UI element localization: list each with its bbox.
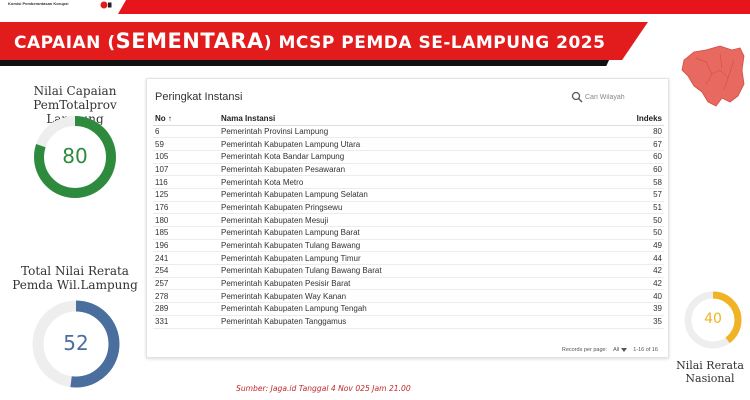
row-index: 67 xyxy=(599,138,664,151)
gauge-prov-value: 80 xyxy=(62,144,88,168)
row-index: 42 xyxy=(599,277,664,290)
row-index: 60 xyxy=(599,150,664,163)
table-row[interactable] xyxy=(153,163,664,176)
row-name: Pemerintah Kabupaten Way Kanan xyxy=(219,290,599,303)
row-no: 176 xyxy=(153,201,219,214)
row-index: 40 xyxy=(599,290,664,303)
table-row[interactable] xyxy=(153,125,664,138)
row-index: 50 xyxy=(599,214,664,227)
row-no: 105 xyxy=(153,150,219,163)
table-row[interactable] xyxy=(153,188,664,201)
gauge-national-value: 40 xyxy=(704,311,722,327)
search-icon[interactable] xyxy=(571,91,583,103)
row-index: 60 xyxy=(599,163,664,176)
row-name: Pemerintah Kota Metro xyxy=(219,176,599,189)
row-index: 58 xyxy=(599,176,664,189)
table-row[interactable] xyxy=(153,290,664,303)
column-header-index[interactable]: Indeks xyxy=(599,113,664,125)
gauge-avg-value: 52 xyxy=(63,331,89,355)
row-no: 278 xyxy=(153,290,219,303)
top-red-stripe xyxy=(118,0,750,14)
table-row[interactable] xyxy=(153,252,664,265)
search-input[interactable] xyxy=(585,91,659,103)
row-name: Pemerintah Kabupaten Tanggamus xyxy=(219,315,599,328)
row-name: Pemerintah Kabupaten Lampung Selatan xyxy=(219,188,599,201)
gauge-avg-label: Total Nilai Rerata Pemda Wil.Lampung xyxy=(12,264,138,292)
chevron-down-icon[interactable] xyxy=(621,348,627,352)
row-index: 49 xyxy=(599,239,664,252)
row-no: 241 xyxy=(153,252,219,265)
table-row[interactable] xyxy=(153,138,664,151)
row-index: 35 xyxy=(599,315,664,328)
row-no: 289 xyxy=(153,303,219,316)
search-box[interactable] xyxy=(571,89,661,105)
table-row[interactable] xyxy=(153,227,664,240)
row-no: 196 xyxy=(153,239,219,252)
gauge-national xyxy=(682,289,744,351)
row-name: Pemerintah Kabupaten Lampung Barat xyxy=(219,227,599,240)
gauge-prov xyxy=(32,114,118,200)
ranking-panel xyxy=(146,78,669,358)
gauge-prov-label: Nilai Capaian PemTotalprov Lampung xyxy=(33,84,117,126)
table-footer xyxy=(562,347,658,353)
row-index: 44 xyxy=(599,252,664,265)
row-name: Pemerintah Kabupaten Pesisir Barat xyxy=(219,277,599,290)
row-name: Pemerintah Kabupaten Lampung Timur xyxy=(219,252,599,265)
logo-badge-icon xyxy=(100,1,112,9)
kpk-logo-text: Komisi Pemberantasan Korupsi xyxy=(8,1,69,6)
row-name: Pemerintah Kabupaten Lampung Tengah xyxy=(219,303,599,316)
row-no: 257 xyxy=(153,277,219,290)
row-no: 116 xyxy=(153,176,219,189)
column-header-name[interactable]: Nama Instansi xyxy=(219,113,599,125)
table-row[interactable] xyxy=(153,303,664,316)
row-name: Pemerintah Kabupaten Tulang Bawang Barat xyxy=(219,265,599,278)
row-index: 80 xyxy=(599,125,664,138)
records-per-page-select[interactable] xyxy=(613,347,627,353)
row-name: Pemerintah Kabupaten Mesuji xyxy=(219,214,599,227)
row-no: 180 xyxy=(153,214,219,227)
table-row[interactable] xyxy=(153,277,664,290)
table-row[interactable] xyxy=(153,150,664,163)
table-row[interactable] xyxy=(153,239,664,252)
column-header-no[interactable]: No ↑ xyxy=(153,113,219,125)
row-index: 57 xyxy=(599,188,664,201)
records-per-page-label: Records per page: xyxy=(561,347,608,353)
row-no: 107 xyxy=(153,163,219,176)
row-no: 185 xyxy=(153,227,219,240)
lampung-map-icon xyxy=(676,40,746,112)
row-index: 42 xyxy=(599,265,664,278)
row-index: 39 xyxy=(599,303,664,316)
table-row[interactable] xyxy=(153,201,664,214)
table-row[interactable] xyxy=(153,265,664,278)
table-row[interactable] xyxy=(153,214,664,227)
row-name: Pemerintah Provinsi Lampung xyxy=(219,125,599,138)
table-row[interactable] xyxy=(153,315,664,328)
table-header-row xyxy=(153,113,664,125)
ranking-table xyxy=(153,113,664,329)
panel-title: Peringkat Instansi xyxy=(155,91,243,103)
row-name: Pemerintah Kabupaten Lampung Utara xyxy=(219,138,599,151)
row-no: 125 xyxy=(153,188,219,201)
row-no: 6 xyxy=(153,125,219,138)
records-per-page-value[interactable]: All xyxy=(613,347,620,353)
row-no: 254 xyxy=(153,265,219,278)
pagination-range: 1-16 of 16 xyxy=(633,347,658,353)
row-no: 59 xyxy=(153,138,219,151)
row-name: Pemerintah Kabupaten Tulang Bawang xyxy=(219,239,599,252)
gauge-avg xyxy=(30,298,122,390)
row-name: Pemerintah Kabupaten Pesawaran xyxy=(219,163,599,176)
row-name: Pemerintah Kabupaten Pringsewu xyxy=(219,201,599,214)
source-note: Sumber: Jaga.id Tanggal 4 Nov 025 Jam 21.00 xyxy=(236,384,411,393)
row-index: 50 xyxy=(599,227,664,240)
row-name: Pemerintah Kota Bandar Lampung xyxy=(219,150,599,163)
row-index: 51 xyxy=(599,201,664,214)
gauge-national-label: Nilai Rerata Nasional xyxy=(676,359,744,385)
row-no: 331 xyxy=(153,315,219,328)
page-title: CAPAIAN (SEMENTARA) MCSP PEMDA SE-LAMPUNG 2025 xyxy=(14,29,606,53)
table-row[interactable] xyxy=(153,176,664,189)
sort-arrow-icon[interactable]: ↑ xyxy=(167,114,172,124)
